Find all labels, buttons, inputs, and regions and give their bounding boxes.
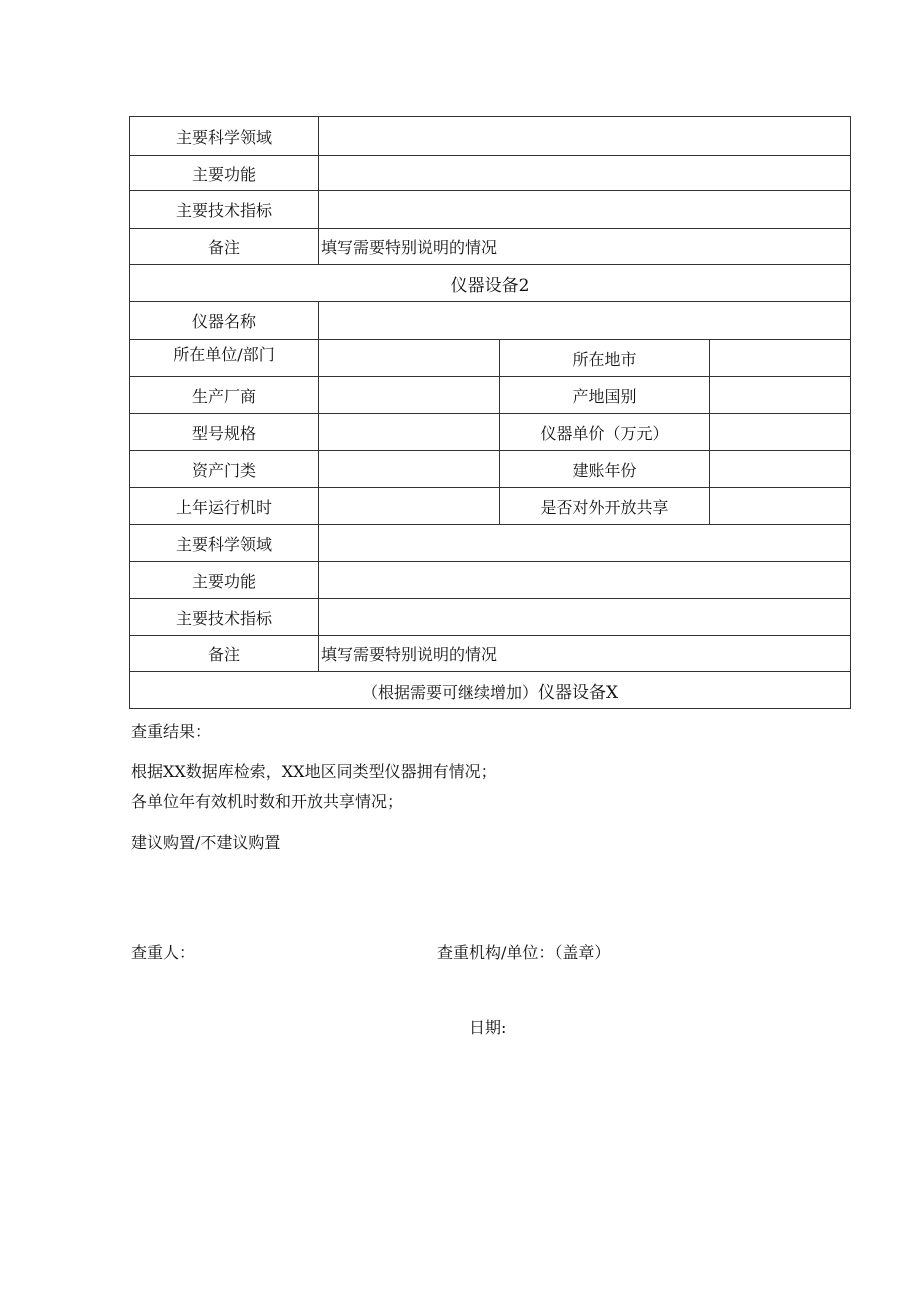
remark-value-2[interactable]: 填写需要特别说明的情况 xyxy=(319,636,851,672)
instrument-name-value[interactable] xyxy=(319,302,851,340)
device-2-header xyxy=(130,265,851,302)
model-value[interactable] xyxy=(319,414,500,451)
unit-price-label: 仪器单价（万元） xyxy=(500,414,710,451)
table-row xyxy=(130,191,851,229)
table-row xyxy=(130,340,851,377)
device-x-header xyxy=(130,672,851,709)
function-value[interactable] xyxy=(319,156,851,191)
table-row xyxy=(130,229,851,265)
manufacturer-label: 生产厂商 xyxy=(130,377,319,414)
table-row xyxy=(130,451,851,488)
open-share-label: 是否对外开放共享 xyxy=(500,488,710,525)
open-share-value[interactable] xyxy=(710,488,851,525)
asset-class-label: 资产门类 xyxy=(130,451,319,488)
result-title: 查重结果： xyxy=(131,722,212,741)
instrument-name-label: 仪器名称 xyxy=(130,302,319,340)
table-row xyxy=(130,525,851,562)
remark-label-2: 备注 xyxy=(130,636,319,672)
tech-index-label: 主要技术指标 xyxy=(130,191,319,229)
table-row xyxy=(130,414,851,451)
tech-index-value-2[interactable] xyxy=(319,599,851,636)
origin-country-label: 产地国别 xyxy=(500,377,710,414)
table-row xyxy=(130,377,851,414)
origin-country-value[interactable] xyxy=(710,377,851,414)
sci-field-label-2: 主要科学领域 xyxy=(130,525,319,562)
location-label: 所在地市 xyxy=(500,340,710,377)
device-2-header-label: 仪器设备 xyxy=(450,275,519,296)
location-value[interactable] xyxy=(710,340,851,377)
manufacturer-value[interactable] xyxy=(319,377,500,414)
account-year-value[interactable] xyxy=(710,451,851,488)
org-stamp-label: 查重机构/单位：（盖章） xyxy=(437,943,611,962)
tech-index-label-2: 主要技术指标 xyxy=(130,599,319,636)
result-line-1: 根据XX数据库检索，XX地区同类型仪器拥有情况； xyxy=(131,762,497,781)
last-year-hours-label: 上年运行机时 xyxy=(130,488,319,525)
sci-field-value-2[interactable] xyxy=(319,525,851,562)
date-label: 日期: xyxy=(469,1018,507,1037)
table-row xyxy=(130,156,851,191)
remark-value[interactable]: 填写需要特别说明的情况 xyxy=(319,229,851,265)
tech-index-value[interactable] xyxy=(319,191,851,229)
table-row xyxy=(130,562,851,599)
result-line-3: 建议购置/不建议购置 xyxy=(131,833,281,852)
table-row xyxy=(130,117,851,156)
unit-price-value[interactable] xyxy=(710,414,851,451)
table-row xyxy=(130,265,851,302)
instrument-form-table xyxy=(129,116,851,709)
function-label: 主要功能 xyxy=(130,156,319,191)
device-2-header-num: 2 xyxy=(518,275,530,296)
function-value-2[interactable] xyxy=(319,562,851,599)
result-line-2: 各单位年有效机时数和开放共享情况； xyxy=(131,792,404,811)
remark-label: 备注 xyxy=(130,229,319,265)
device-x-note: （根据需要可继续增加） xyxy=(361,682,538,702)
table-row xyxy=(130,488,851,525)
function-label-2: 主要功能 xyxy=(130,562,319,599)
checker-label: 查重人： xyxy=(131,943,196,962)
model-label: 型号规格 xyxy=(130,414,319,451)
device-x-header-num: X xyxy=(605,682,619,703)
unit-dept-value[interactable] xyxy=(319,340,500,377)
table-row xyxy=(130,599,851,636)
unit-dept-label: 所在单位/部门 xyxy=(130,340,319,377)
table-row xyxy=(130,636,851,672)
table-row xyxy=(130,672,851,709)
sci-field-value[interactable] xyxy=(319,117,851,156)
last-year-hours-value[interactable] xyxy=(319,488,500,525)
device-x-header-label: 仪器设备 xyxy=(537,682,606,703)
sci-field-label: 主要科学领域 xyxy=(130,117,319,156)
asset-class-value[interactable] xyxy=(319,451,500,488)
account-year-label: 建账年份 xyxy=(500,451,710,488)
table-row xyxy=(130,302,851,340)
